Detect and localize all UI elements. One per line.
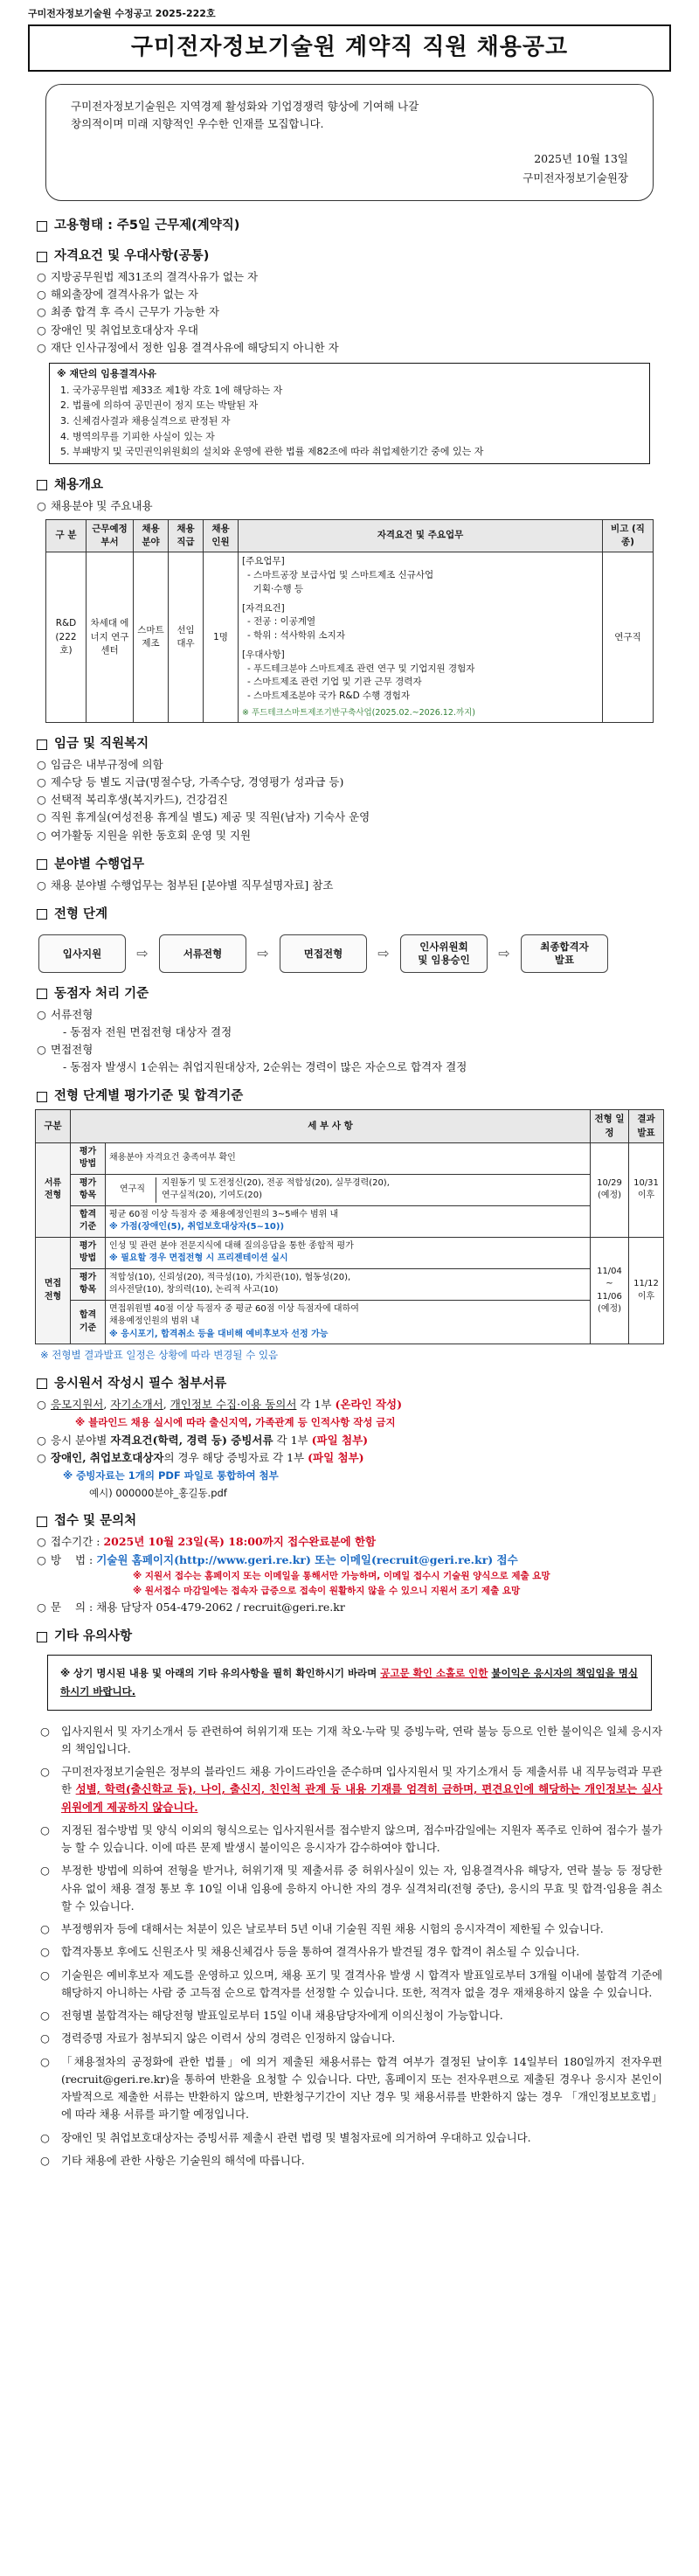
cell-remark: 연구직 <box>603 552 654 723</box>
other-item: ○ 「채용절차의 공정화에 관한 법률」에 의거 제출된 채용서류는 합격 여부가 결정된 날이후 14일부터 180일까지 전자우편(recruit@geri.re.kr)을 통하여 반환을 요청할 수 있습니다. 다만, 홈페이지 또는 전자우편으로 제출된 경우나 응시자 본인이 자발적으로 제출한 서류는 반환하지 않으며, 반환청구기간이 지난 경우 및 채용서류를 반환하지 않는 경우 「개인정보보호법」에 따라 채용 서류를 파기할 예정입니다. <box>37 2053 662 2124</box>
section-eval <box>37 1087 671 1106</box>
cell-count: 1명 <box>204 552 239 723</box>
section-wages-title: 임금 및 직원복지 <box>54 737 149 752</box>
section-qualifications <box>37 247 671 266</box>
section-square-icon <box>37 1092 47 1102</box>
cell-requirements <box>239 552 603 723</box>
header-cell: 결과 발표 <box>629 1110 664 1142</box>
duty-line: 기획·수행 등 <box>247 583 304 594</box>
eval-text: 적합성(10), 신뢰성(20), 적극성(10), 가치관(10), 협동성(20), <box>109 1272 351 1282</box>
section-employment-type-text: 고용형태 : 주5일 근무제(계약직) <box>54 219 240 233</box>
section-square-icon <box>37 1517 47 1527</box>
section-application-title: 접수 및 문의처 <box>54 1514 137 1529</box>
eval-text: 채용분야 자격요건 충족여부 확인 <box>106 1142 591 1174</box>
tie-doc-rule: - 동점자 전원 면접전형 대상자 결정 <box>63 1024 232 1038</box>
header-cell: 구분 <box>36 1110 71 1142</box>
doc-count: 각 1부 <box>300 1397 336 1411</box>
overview-sub: ○ 채용분야 및 주요내용 <box>28 498 671 514</box>
header-cell: 자격요건 및 주요업무 <box>239 519 603 552</box>
pref-line: - 스마트제조 관련 기업 및 기관 근무 경력자 <box>247 677 422 688</box>
duties-item: ○ 채용 분야별 수행업무는 첨부된 [분야별 직무설명자료] 참조 <box>28 878 671 893</box>
other-item: ○ 부정행위자 등에 대해서는 처분이 있은 날로부터 5년 이내 기술원 직원 채용 시험의 응시자격이 제한될 수 있습니다. <box>37 1920 662 1938</box>
header-cell: 채용 직급 <box>169 519 204 552</box>
eval-text-reserve: ※ 응시포기, 합격취소 등을 대비해 예비후보자 선정 가능 <box>109 1329 329 1339</box>
process-step-apply: 입사지원 <box>38 934 126 973</box>
section-duties-title: 분야별 수행업무 <box>54 857 145 871</box>
intro-date: 2025년 10월 13일 <box>534 151 628 165</box>
section-overview <box>37 476 671 495</box>
doc-disabled: 장애인, 취업보호대상자 <box>51 1450 164 1464</box>
doc-line-3 <box>28 1450 671 1466</box>
section-square-icon <box>37 1378 47 1389</box>
header-cell: 근무예정 부서 <box>87 519 134 552</box>
section-overview-title: 채용개요 <box>54 477 104 492</box>
eval-int-row-3 <box>36 1300 664 1344</box>
eval-table <box>35 1109 664 1344</box>
cell-category: R&D (222호) <box>46 552 87 723</box>
app-method-label: 방 법 : <box>51 1552 97 1566</box>
pref-title: [우대사항] <box>242 649 285 660</box>
wage-item: ○ 여가활동 지원을 위한 동호회 운영 및 지원 <box>28 828 671 844</box>
app-period-label: 접수기간 : <box>51 1535 104 1549</box>
app-method <box>28 1552 671 1568</box>
eval-doc-result: 10/31 이후 <box>629 1142 664 1237</box>
section-square-icon <box>37 859 47 870</box>
doc-line-1: ○ 응모지원서, 자기소개서, 개인정보 수집·이용 동의서 각 1부 (온라인 작성) <box>28 1397 671 1413</box>
eval-int-result: 11/12 이후 <box>629 1237 664 1344</box>
disqualification-box <box>49 363 650 464</box>
pref-line: - 푸드테크분야 스마트제조 관련 연구 및 기업지원 경험자 <box>247 663 475 674</box>
disqualification-title: ※ 재단의 임용결격사유 <box>57 367 156 379</box>
eval-sub: 연구직 <box>109 1177 156 1203</box>
disqualification-item: 5. 부패방지 및 국민권익위원회의 설치와 운영에 관한 법률 제82조에 따라 취업제한기간 중에 있는 자 <box>60 446 484 458</box>
doc-text: 의 경우 해당 증빙자료 각 1부 <box>163 1450 308 1464</box>
eval-doc-schedule: 10/29 (예정) <box>591 1142 629 1237</box>
qual-line: - 전공 : 이공계열 <box>247 616 316 628</box>
header-cell: 채용 인원 <box>204 519 239 552</box>
doc-line-2 <box>28 1433 671 1448</box>
eval-int-cat: 면접 전형 <box>36 1237 71 1344</box>
other-list <box>37 1723 662 2170</box>
qualification-item: ○ 지방공무원법 제31조의 결격사유가 없는 자 <box>28 269 671 285</box>
eval-text: 인성 및 관련 분야 전문지식에 대해 질의응답을 통한 종합적 평가 <box>109 1240 354 1251</box>
app-method-value[interactable]: 기술원 홈페이지(http://www.geri.re.kr) 또는 이메일(recruit@geri.re.kr) 접수 <box>96 1552 518 1566</box>
other-item: ○ 경력증명 자료가 첨부되지 않은 이력서 상의 경력은 인정하지 않습니다. <box>37 2030 662 2047</box>
other-notice-box <box>47 1655 652 1710</box>
notice-text-2: 불이익은 응시자의 책임임을 명심하시기 바랍니다. <box>60 1667 638 1698</box>
header-cell: 전형 일정 <box>591 1110 629 1142</box>
arrow-right-icon: ⇨ <box>136 945 149 962</box>
section-tie <box>37 985 671 1003</box>
app-contact <box>28 1600 671 1615</box>
section-other <box>37 1628 671 1646</box>
app-method-note-1: ※ 지원서 접수는 홈페이지 또는 이메일을 통해서만 가능하며, 이메일 접수시 기술원 양식으로 제출 요망 <box>133 1570 550 1581</box>
section-duties <box>37 856 671 874</box>
doc-file: (파일 첨부) <box>311 1433 369 1447</box>
eval-label: 합격 기준 <box>71 1300 106 1344</box>
eval-text: 채용예정인원의 범위 내 <box>109 1316 199 1327</box>
other-item: ○ 입사지원서 및 자기소개서 등 관련하여 허위기재 또는 기재 착오·누락 및 증빙누락, 연락 불능 등으로 인한 불이익은 일체 응시자의 책임입니다. <box>37 1723 662 1759</box>
section-documents-title: 응시원서 작성시 필수 첨부서류 <box>54 1376 227 1391</box>
doc-privacy-consent: 개인정보 수집·이용 동의서 <box>170 1397 297 1411</box>
disqualification-item: 3. 신체검사결과 채용실격으로 판정된 자 <box>60 414 231 427</box>
other-item: ○ 부정한 방법에 의하여 전형을 받거나, 허위기재 및 제출서류 중 허위사실이 있는 자, 임용결격사유 해당자, 연락 불능 등 정당한 사유 없이 채용 결정 통보 후 10일 이내 임용에 응하지 아니한 자의 경우 실격처리(전형 중단), 응시의 무효 및 합격·임용을 취소할 수 있습니다. <box>37 1862 662 1915</box>
cell-field: 스마트 제조 <box>134 552 169 723</box>
arrow-right-icon: ⇨ <box>257 945 269 962</box>
overview-header-row <box>46 519 654 552</box>
app-contact-label: 문 의 : <box>51 1600 97 1614</box>
process-step-interview: 면접전형 <box>280 934 367 973</box>
eval-header-row <box>36 1110 664 1142</box>
section-square-icon <box>37 739 47 750</box>
doc-file: (파일 첨부) <box>308 1450 364 1464</box>
intro-line-2: 창의적이며 미래 지향적인 우수한 인재를 모집합니다. <box>71 116 324 130</box>
process-step-document: 서류전형 <box>159 934 246 973</box>
eval-text-cell <box>106 1174 591 1205</box>
eval-label: 평가 항목 <box>71 1268 106 1300</box>
process-step-committee: 인사위원회 및 임용승인 <box>400 934 488 973</box>
eval-int-row-2 <box>36 1268 664 1300</box>
notice-text: ※ 상기 명시된 내용 및 아래의 기타 유의사항을 필히 확인하시기 바라며 <box>60 1667 381 1680</box>
other-item: ○ 전형별 불합격자는 해당전형 발표일로부터 15일 이내 채용담당자에게 이의신청이 가능합니다. <box>37 2007 662 2024</box>
eval-label: 합격 기준 <box>71 1205 106 1237</box>
section-employment-type <box>37 217 671 235</box>
blind-text-plain: 구미전자정보기술원은 정부의 블라인드 채용 가이드라인을 준수하며 입사지원서 및 자기소개서 등 제출서류 내 직무능력과 무관한 <box>61 1765 662 1796</box>
doc-blind-warning: ※ 블라인드 채용 실시에 따라 출신지역, 가족관계 등 인적사항 작성 금지 <box>75 1416 396 1429</box>
overview-table <box>45 519 654 723</box>
other-item: ○ 기술원은 예비후보자 제도를 운영하고 있으며, 채용 포기 및 결격사유 발생 시 합격자 발표일로부터 3개월 이내에 불합격 기준에 해당하지 아니하는 사람 중 고득점 순으로 합격자를 선정할 수 있습니다. 또한, 적격자 없을 경우 재채용하지 않을 수 있습니다. <box>37 1967 662 2003</box>
wage-item: ○ 제수당 등 별도 지급(명절수당, 가족수당, 경영평가 성과급 등) <box>28 774 671 790</box>
page-title: 구미전자정보기술원 계약직 직원 채용공고 <box>28 24 671 72</box>
section-square-icon <box>37 480 47 490</box>
cell-grade: 선임 대우 <box>169 552 204 723</box>
qualification-item: ○ 최종 합격 후 즉시 근무가 가능한 자 <box>28 304 671 320</box>
doc-proof: 자격요건(학력, 경력 등) 증빙서류 <box>110 1433 273 1447</box>
intro-line-1: 구미전자정보기술원은 지역경제 활성화와 기업경쟁력 향상에 기여해 나갈 <box>71 99 419 113</box>
notice-number: 구미전자정보기술원 수정공고 2025-222호 <box>28 8 216 19</box>
process-step-final: 최종합격자 발표 <box>521 934 608 973</box>
overview-data-row <box>46 552 654 723</box>
tie-interview: ○ 면접전형 <box>28 1042 671 1058</box>
other-item: ○ 기타 채용에 관한 사항은 기술원의 해석에 따릅니다. <box>37 2152 662 2170</box>
qualification-item: ○ 장애인 및 취업보호대상자 우대 <box>28 323 671 338</box>
eval-text: 연구실적(20), 기여도(20) <box>162 1191 263 1201</box>
doc-self-intro: 자기소개서 <box>110 1397 163 1411</box>
qual-title: [자격요건] <box>242 602 285 614</box>
arrow-right-icon: ⇨ <box>498 945 510 962</box>
eval-text: 의사전달(10), 창의력(10), 논리적 사고(10) <box>109 1285 279 1295</box>
eval-doc-cat: 서류 전형 <box>36 1142 71 1237</box>
section-other-title: 기타 유의사항 <box>54 1629 133 1644</box>
section-eval-title: 전형 단계별 평가기준 및 합격기준 <box>54 1089 244 1104</box>
duties-title: [주요업무] <box>242 556 285 567</box>
eval-text-cell <box>106 1205 591 1237</box>
section-tie-title: 동점자 처리 기준 <box>54 986 149 1001</box>
section-square-icon <box>37 989 47 999</box>
pref-line: - 스마트제조분야 국가 R&D 수행 경험자 <box>247 691 411 702</box>
qualification-item: ○ 해외출장에 결격사유가 없는 자 <box>28 287 671 302</box>
other-item-blind <box>37 1763 662 1816</box>
section-wages <box>37 735 671 753</box>
section-square-icon <box>37 909 47 920</box>
other-item-blind-text <box>61 1765 662 1814</box>
section-application <box>37 1512 671 1531</box>
header-cell: 구 분 <box>46 519 87 552</box>
eval-label: 평가 항목 <box>71 1174 106 1205</box>
section-documents <box>37 1375 671 1393</box>
eval-text: 면접위원별 40점 이상 득점자 중 평균 60점 이상 득점자에 대하여 <box>109 1303 359 1314</box>
eval-int-row-1 <box>36 1237 664 1268</box>
eval-table-wrap <box>35 1109 664 1344</box>
wage-item: ○ 직원 휴게실(여성전용 휴게실 별도) 제공 및 직원(남자) 기숙사 운영 <box>28 809 671 825</box>
section-process <box>37 906 671 924</box>
header-cell: 비고 (직종) <box>603 519 654 552</box>
doc-pdf-note: ※ 증빙자료는 1개의 PDF 파일로 통합하여 첨부 <box>63 1469 279 1482</box>
doc-application-form: 응모지원서 <box>51 1397 104 1411</box>
notice-emphasis: 공고문 확인 소홀로 인한 <box>380 1667 488 1680</box>
eval-doc-row-2 <box>36 1174 664 1205</box>
eval-label: 평가 방법 <box>71 1237 106 1268</box>
overview-table-wrap <box>45 519 654 723</box>
wage-item: ○ 임금은 내부규정에 의함 <box>28 757 671 773</box>
app-contact-value[interactable]: 채용 담당자 054-479-2062 / recruit@geri.re.kr <box>96 1600 345 1614</box>
header-cell: 세 부 사 항 <box>71 1110 591 1142</box>
tie-doc: ○ 서류전형 <box>28 1007 671 1023</box>
arrow-right-icon: ⇨ <box>377 945 390 962</box>
other-item: ○ 합격자통보 후에도 신원조사 및 채용신체검사 등을 통하여 결격사유가 발견될 경우 합격이 취소될 수 있습니다. <box>37 1943 662 1961</box>
eval-text-cell <box>106 1300 591 1344</box>
eval-note: ※ 전형별 결과발표 일정은 상황에 따라 변경될 수 있음 <box>40 1349 279 1362</box>
duty-line: - 스마트공장 보급사업 및 스마트제조 신규사업 <box>247 570 434 581</box>
eval-text-bonus: ※ 가점(장애인(5), 취업보호대상자(5~10)) <box>109 1222 285 1232</box>
doc-text: 응시 분야별 <box>51 1433 111 1447</box>
doc-example: 예시) 000000분야_홍길동.pdf <box>89 1486 227 1499</box>
disqualification-item: 2. 법률에 의하여 공민권이 정지 또는 박탈된 자 <box>60 399 259 412</box>
eval-text-cell <box>106 1237 591 1268</box>
app-period-value: 2025년 10월 23일(목) 18:00까지 접수완료분에 한함 <box>103 1535 377 1549</box>
tie-interview-rule: - 동점자 발생시 1순위는 취업지원대상자, 2순위는 경력이 많은 자순으로 합격자 결정 <box>63 1060 467 1074</box>
intro-box <box>45 84 654 202</box>
eval-doc-row-1 <box>36 1142 664 1174</box>
section-square-icon <box>37 252 47 262</box>
eval-int-schedule: 11/04 ~ 11/06 (예정) <box>591 1237 629 1344</box>
qualification-item: ○ 재단 인사규정에서 정한 임용 결격사유에 해당되지 아니한 자 <box>28 340 671 356</box>
process-flow <box>38 934 661 973</box>
section-square-icon <box>37 1632 47 1642</box>
doc-text: 각 1부 <box>273 1433 312 1447</box>
header-cell: 채용 분야 <box>134 519 169 552</box>
blind-text-highlight: 성별, 학력(출신학교 등), 나이, 출신지, 친인척 관계 등 내용 기재를 엄격히 금하며, 편견요인에 해당하는 개인정보는 실사 위원에게 제공하지 않습니다. <box>61 1782 662 1814</box>
cell-dept: 차세대 에너지 연구센터 <box>87 552 134 723</box>
wage-item: ○ 선택적 복리후생(복지카드), 건강검진 <box>28 792 671 808</box>
eval-text: 평균 60점 이상 득점자 중 채용예정인원의 3~5배수 범위 내 <box>109 1209 339 1219</box>
section-qualifications-title: 자격요건 및 우대사항(공통) <box>54 249 210 264</box>
doc-online: (온라인 작성) <box>335 1397 403 1411</box>
app-period <box>28 1534 671 1550</box>
section-process-title: 전형 단계 <box>54 906 108 921</box>
project-note: ※ 푸드테크스마트제조기반구축사업(2025.02.~2026.12.까지) <box>242 707 475 718</box>
disqualification-item: 4. 병역의무를 기피한 사실이 있는 자 <box>60 430 215 442</box>
qual-line: - 학위 : 석사학위 소지자 <box>247 630 345 642</box>
intro-signature: 구미전자정보기술원장 <box>523 171 628 184</box>
eval-doc-row-3 <box>36 1205 664 1237</box>
other-item: ○ 지정된 접수방법 및 양식 이외의 형식으로는 입사지원서를 접수받지 않으며, 접수마감일에는 지원자 폭주로 인하여 접수가 불가능 할 수 있습니다. 이에 따른 문제 발생시 불이익은 응시자가 감수하여야 합니다. <box>37 1822 662 1857</box>
app-method-note-2: ※ 원서접수 마감일에는 접속자 급증으로 접속이 원활하지 않을 수 있으니 지원서 조기 제출 요망 <box>133 1585 521 1596</box>
other-item: ○ 장애인 및 취업보호대상자는 증빙서류 제출시 관련 법령 및 별첨자료에 의거하여 우대하고 있습니다. <box>37 2129 662 2147</box>
eval-text-pt: ※ 필요할 경우 면접전형 시 프리젠테이션 실시 <box>109 1253 288 1264</box>
section-square-icon <box>37 221 47 232</box>
disqualification-item: 1. 국가공무원법 제33조 제1항 각호 1에 해당하는 자 <box>60 384 283 396</box>
eval-text-cell <box>106 1268 591 1300</box>
eval-text: 지원동기 및 도전정신(20), 전공 적합성(20), 실무경력(20), <box>162 1177 390 1188</box>
eval-label: 평가 방법 <box>71 1142 106 1174</box>
